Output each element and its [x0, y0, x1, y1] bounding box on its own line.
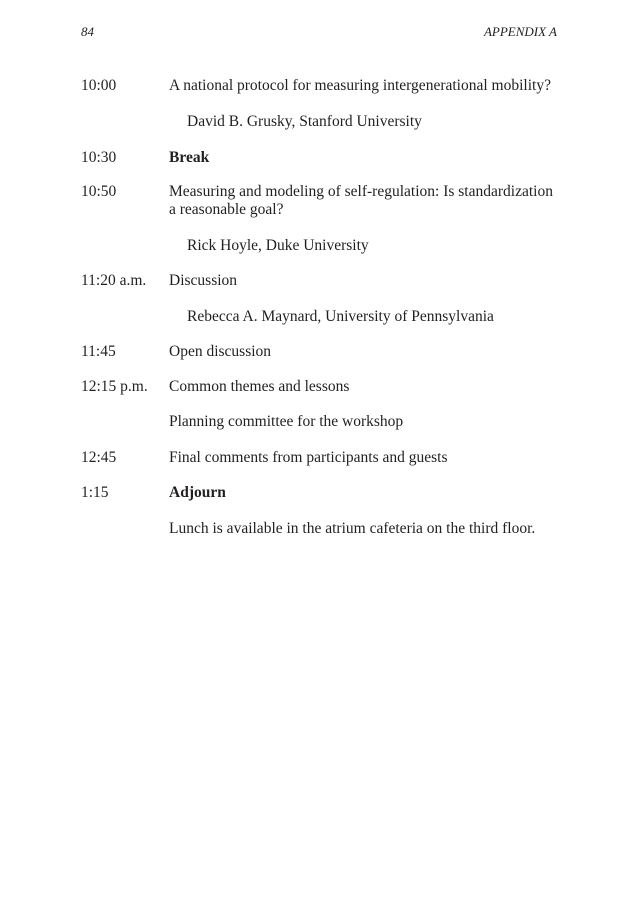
schedule-title: Open discussion: [169, 343, 272, 360]
schedule-title-continued: a reasonable goal?: [169, 201, 284, 218]
schedule-time: 1:15: [81, 484, 109, 501]
schedule-note: Planning committee for the workshop: [169, 413, 404, 430]
schedule-time: 10:00: [81, 77, 117, 94]
schedule-time: 12:15 p.m.: [81, 378, 148, 395]
page-number: 84: [81, 24, 94, 39]
schedule-title: Measuring and modeling of self-regulation: Is standardization: [169, 183, 553, 200]
schedule-time: 11:45: [81, 343, 116, 360]
schedule-speaker: Rick Hoyle, Duke University: [187, 237, 369, 254]
schedule-title: Discussion: [169, 272, 238, 289]
schedule-time: 10:30: [81, 149, 117, 166]
schedule-time: 11:20 a.m.: [81, 272, 147, 289]
schedule-time: 12:45: [81, 449, 117, 466]
schedule-speaker: David B. Grusky, Stanford University: [187, 113, 422, 130]
schedule-speaker: Rebecca A. Maynard, University of Pennsylvania: [187, 308, 494, 325]
schedule-title: Adjourn: [169, 484, 226, 501]
schedule-title: A national protocol for measuring intergenerational mobility?: [169, 77, 551, 94]
schedule-title: Final comments from participants and guests: [169, 449, 448, 466]
schedule-title: Break: [169, 149, 210, 166]
schedule-note: Lunch is available in the atrium cafeteria on the third floor.: [169, 520, 536, 537]
running-title: APPENDIX A: [483, 24, 557, 39]
schedule-title: Common themes and lessons: [169, 378, 350, 395]
schedule-time: 10:50: [81, 183, 117, 200]
